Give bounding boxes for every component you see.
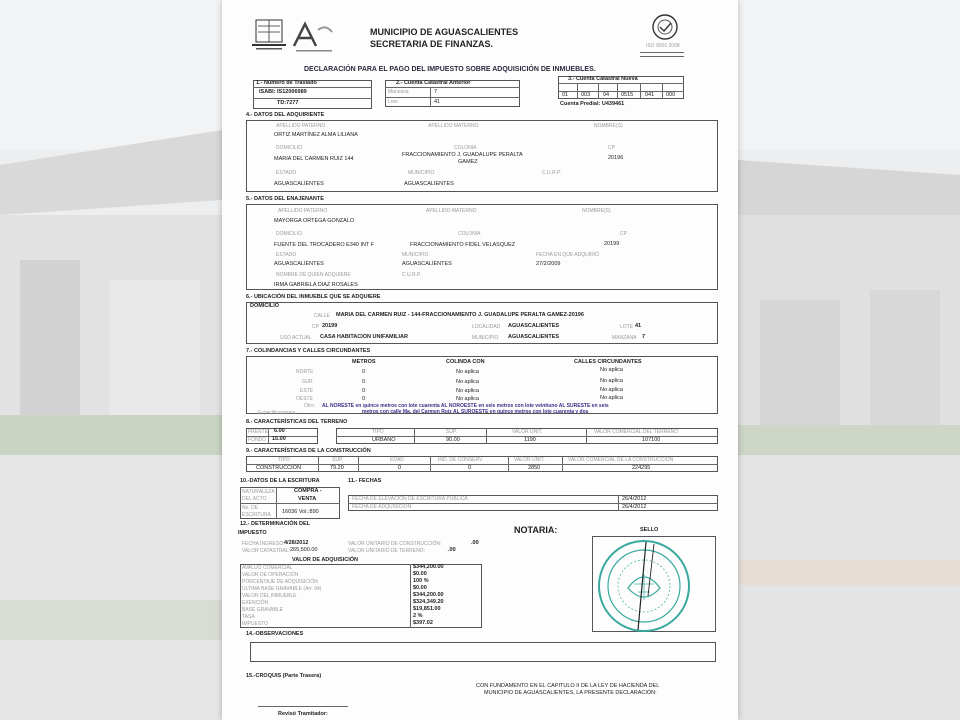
impuesto-label: IMPUESTO bbox=[242, 621, 269, 627]
valor-catastral-label: VALOR CATASTRAL: bbox=[242, 548, 291, 554]
enajenante-section-title: 5.- DATOS DEL ENAJENANTE bbox=[246, 196, 324, 202]
adq-colonia: FRACCIONAMIENTO J. GUADALUPE PERALTA bbox=[402, 152, 523, 158]
city-logo-icon bbox=[292, 20, 336, 56]
ter-tipo: URBANO bbox=[372, 437, 396, 443]
fechas-section-title: 11.- FECHAS bbox=[348, 478, 382, 484]
adq-colonia-2: GAMEZ bbox=[458, 159, 478, 165]
ter-comercial-header: VALOR COMERCIAL DEL TERRENO bbox=[594, 429, 679, 435]
cuenta-nueva-5: 041 bbox=[645, 92, 655, 98]
ena-estado: AGUASCALIENTES bbox=[274, 261, 324, 267]
valor-inmueble-label: VALOR DEL INMUEBLE bbox=[242, 593, 297, 599]
esc-numero: 16036 Vol.:890 bbox=[282, 509, 319, 515]
ena-municipio-label: MUNICIPIO bbox=[402, 252, 429, 258]
col-oeste-calle: No aplica bbox=[600, 395, 623, 401]
ena-colonia: FRACCIONAMIENTO FIDEL VELASQUEZ bbox=[410, 242, 516, 248]
esc-escritura-label: ESCRITURA bbox=[242, 512, 271, 518]
ubi-lote-label: LOTE bbox=[620, 324, 634, 330]
ubi-calle-label: CALLE bbox=[314, 313, 330, 319]
cuenta-nueva-1: 01 bbox=[562, 92, 569, 98]
ubi-manzana: 7 bbox=[642, 334, 646, 340]
valor-adquisicion-header: VALOR DE ADQUISICIÓN bbox=[292, 557, 359, 563]
ubi-municipio: AGUASCALIENTES bbox=[508, 334, 560, 340]
base-gravable-label: BASE GRAVABLE bbox=[242, 607, 283, 613]
sello-label: SELLO bbox=[640, 527, 659, 533]
ter-comercial: 107100 bbox=[642, 437, 661, 443]
ena-cp: 20199 bbox=[604, 241, 620, 247]
cuenta-nueva-6: 000 bbox=[666, 92, 676, 98]
ultima-base-value: $0.00 bbox=[413, 585, 427, 591]
adq-paterno-label: APELLIDO PATERNO bbox=[276, 123, 326, 129]
ultima-base-label: ÚLTIMA BASE GRAVABLE (Art. 94) bbox=[242, 586, 322, 592]
ubi-domicilio-label: DOMICILIO bbox=[250, 303, 280, 309]
col-especif-label: Especificaciones: bbox=[258, 410, 297, 416]
fondo-value: 15.00 bbox=[272, 436, 286, 442]
valor-catastral: 265,500.00 bbox=[290, 547, 318, 553]
td-number: TD:7277 bbox=[277, 100, 299, 106]
frente-value: 6.00 bbox=[274, 428, 285, 434]
col-este-metros: 0 bbox=[362, 388, 366, 394]
ubi-cp-label: CP bbox=[312, 324, 319, 330]
col-norte-label: NORTE bbox=[296, 369, 314, 375]
cuenta-nueva-4: 0515 bbox=[621, 92, 634, 98]
con-comercial-header: VALOR COMERCIAL DE LA CONSTRUCCIÓN bbox=[568, 457, 674, 463]
col-sur-metros: 0 bbox=[362, 379, 366, 385]
col-norte-metros: 0 bbox=[362, 369, 366, 375]
ubi-calle: MARIA DEL CARMEN RUIZ - 144-FRACCIONAMIENTO J. GUADALUPE PERALTA GAMEZ-20196 bbox=[336, 312, 584, 318]
con-sup: 79.20 bbox=[330, 465, 344, 471]
col-otro-line2: metros con calle Ma. del Carmen Ruiz AL SUROESTE en quince metros con lote cuarenta y dos bbox=[362, 409, 589, 415]
ubi-localidad: AGUASCALIENTES bbox=[508, 323, 560, 329]
adq-nombre: ORTIZ MARTÍNEZ ALMA LILIANA bbox=[274, 132, 358, 138]
col-sur-calle: No aplica bbox=[600, 378, 623, 384]
adq-estado: AGUASCALIENTES bbox=[274, 181, 324, 187]
impuesto-section-title: 12.- DETERMINACIÓN DEL bbox=[240, 521, 310, 527]
adq-materno-label: APELLIDO MATERNO bbox=[428, 123, 479, 129]
ena-fecha-label: FECHA EN QUE ADQUIRIÓ bbox=[536, 252, 600, 258]
col-oeste-label: OESTE bbox=[296, 396, 313, 402]
ter-sup-header: SUP. bbox=[446, 429, 458, 435]
ubicacion-section-title: 6.- UBICACIÓN DEL INMUEBLE QUE SE ADQUIERE bbox=[246, 294, 381, 300]
adq-colonia-label: COLONIA bbox=[454, 145, 477, 151]
col-este-colinda: No aplica bbox=[456, 388, 479, 394]
frente-label: FRENTE bbox=[248, 429, 268, 435]
ena-domicilio-label: DOMICILIO bbox=[276, 231, 303, 237]
ter-valor-header: VALOR UNIT. bbox=[512, 429, 543, 435]
col-otro-line1: AL NORESTE en quince metros con lote cuarenta AL NOROESTE en seis metros con lote veintiuno AL SURESTE en seis bbox=[322, 403, 609, 409]
col-norte-colinda: No aplica bbox=[456, 369, 479, 375]
porcentaje-label: PORCENTAJE DE ADQUISICIÓN bbox=[242, 579, 318, 585]
notaria-label: NOTARIA: bbox=[514, 525, 558, 535]
footer-line-1: CON FUNDAMENTO EN EL CAPITULO II DE LA LEY DE HACIENDA DEL bbox=[476, 683, 660, 689]
adq-municipio: AGUASCALIENTES bbox=[404, 181, 454, 187]
fecha-elevacion: 26/4/2012 bbox=[622, 496, 647, 502]
base-gravable-value: $19,851.00 bbox=[413, 606, 441, 612]
ter-sup: 90.00 bbox=[446, 437, 460, 443]
ena-materno-label: APELLIDO MATERNO bbox=[426, 208, 477, 214]
adq-domicilio-label: DOMICILIO bbox=[276, 145, 303, 151]
fecha-adquisicion-label: FECHA DE ADQUISICIÓN bbox=[352, 504, 412, 510]
con-edad: 0 bbox=[398, 465, 402, 471]
adq-curp-label: C.U.R.P. bbox=[542, 170, 562, 176]
con-tipo: CONSTRUCCION bbox=[256, 465, 301, 471]
adq-cp: 20196 bbox=[608, 155, 624, 161]
adq-nombre-label: NOMBRE(S) bbox=[594, 123, 623, 129]
col-colinda-header: COLINDA CON bbox=[446, 359, 485, 365]
esc-naturaleza-1: COMPRA - bbox=[294, 488, 322, 494]
ena-quien-label: NOMBRE DE QUIEN ADQUIERE bbox=[276, 272, 351, 278]
fondo-label: FONDO bbox=[248, 437, 267, 443]
col-otro-label: Otro: bbox=[304, 403, 316, 409]
lote-value: 41 bbox=[434, 99, 441, 105]
col-este-calle: No aplica bbox=[600, 387, 623, 393]
ubi-uso: CASA HABITACION UNIFAMILIAR bbox=[320, 334, 408, 340]
cuenta-nueva-label: 3.- Cuenta Catastral Nueva bbox=[568, 76, 638, 82]
iso-certification-icon bbox=[650, 12, 680, 42]
observaciones-box bbox=[250, 642, 716, 662]
ena-estado-label: ESTADO bbox=[276, 252, 297, 258]
cuenta-anterior-label: 2.- Cuenta Catastral Anterior bbox=[396, 80, 471, 86]
ubi-uso-label: USO ACTUAL bbox=[280, 335, 312, 341]
croquis-section-title: 15.-CROQUIS (Parte Trasera) bbox=[246, 673, 322, 679]
ena-cp-label: CP bbox=[620, 231, 627, 237]
ena-domicilio: FUENTE DEL TROCADERO E340 INT F bbox=[274, 242, 375, 248]
con-ind: 0 bbox=[468, 465, 472, 471]
con-sup-header: SUP. bbox=[332, 457, 344, 463]
adquiriente-section-title: 4.- DATOS DEL ADQUIRIENTE bbox=[246, 112, 325, 118]
con-edad-header: EDAD bbox=[390, 457, 404, 463]
isabi-number: ISABI: IS12006989 bbox=[259, 89, 307, 95]
fecha-adquisicion: 26/4/2012 bbox=[622, 504, 647, 510]
footer-line-2: MUNICIPIO DE AGUASCALIENTES, LA PRESENTE DECLARACIÓN: bbox=[484, 690, 657, 696]
observaciones-section-title: 14.-OBSERVACIONES bbox=[246, 631, 304, 637]
exencion-label: EXENCIÓN bbox=[242, 600, 269, 606]
adq-estado-label: ESTADO bbox=[276, 170, 297, 176]
municipality-seal-icon bbox=[248, 18, 290, 54]
manzana-value: 7 bbox=[434, 89, 438, 95]
vu-terreno-label: VALOR UNITARIO DE TERRENO: bbox=[348, 548, 425, 554]
valor-operacion-label: VALOR DE OPERACIÓN bbox=[242, 572, 299, 578]
header-title-1: MUNICIPIO DE AGUASCALIENTES bbox=[370, 27, 519, 37]
ena-colonia-label: COLONIA bbox=[458, 231, 481, 237]
impuesto-section-title-2: IMPUESTO bbox=[238, 530, 267, 536]
col-metros-header: METROS bbox=[352, 359, 376, 365]
adq-municipio-label: MUNICIPIO bbox=[408, 170, 435, 176]
esc-naturaleza-2: VENTA bbox=[298, 496, 317, 502]
con-valor-header: VALOR UNIT. bbox=[514, 457, 545, 463]
vu-terreno: .00 bbox=[448, 547, 456, 553]
col-calles-header: CALLES CIRCUNDANTES bbox=[574, 359, 642, 365]
fecha-ingreso: 4/28/2012 bbox=[284, 540, 309, 546]
ena-paterno-label: APELLIDO PATERNO bbox=[278, 208, 328, 214]
terreno-section-title: 8.- CARACTERÍSTICAS DEL TERRENO bbox=[246, 419, 348, 425]
notary-stamp-icon bbox=[594, 536, 698, 636]
avaluo-value: $344,200.00 bbox=[413, 564, 444, 570]
ter-valor: 1190 bbox=[524, 437, 536, 443]
traslado-label: 1.- Número de Traslado bbox=[256, 80, 317, 86]
col-este-label: ESTE bbox=[300, 388, 314, 394]
esc-nat-label: NATURALEZA bbox=[242, 489, 275, 495]
ubi-manzana-label: MANZANA bbox=[612, 335, 637, 341]
ubi-lote: 41 bbox=[635, 323, 642, 329]
esc-acto-label: DEL ACTO bbox=[242, 496, 267, 502]
col-sur-label: SUR bbox=[302, 379, 313, 385]
construccion-section-title: 9.- CARACTERÍSTICAS DE LA CONSTRUCCIÓN bbox=[246, 448, 371, 454]
cuenta-nueva-2: 003 bbox=[581, 92, 591, 98]
cuenta-predial: Cuenta Predial: U439461 bbox=[560, 101, 625, 107]
valor-operacion-value: $0.00 bbox=[413, 571, 427, 577]
porcentaje-value: 100 % bbox=[413, 578, 429, 584]
con-valor: 2850 bbox=[528, 465, 541, 471]
lote-label: Lote bbox=[388, 99, 398, 105]
col-norte-calle: No aplica bbox=[600, 367, 623, 373]
col-oeste-metros: 0 bbox=[362, 396, 366, 402]
colindancias-section-title: 7.- COLINDANCIAS Y CALLES CIRCUNDANTES bbox=[246, 348, 371, 354]
tasa-value: 2 % bbox=[413, 613, 423, 619]
adq-domicilio: MARIA DEL CARMEN RUIZ 144 bbox=[274, 156, 354, 162]
ena-nombre: MAYORGA ORTEGA GONZALO bbox=[274, 218, 355, 224]
ubi-localidad-label: LOCALIDAD bbox=[472, 324, 501, 330]
declaration-title: DECLARACIÓN PARA EL PAGO DEL IMPUESTO SOBRE ADQUISICIÓN DE INMUEBLES. bbox=[304, 66, 596, 73]
ena-curp-label: C.U.R.P. bbox=[402, 272, 422, 278]
ter-tipo-header: TIPO bbox=[372, 429, 384, 435]
ena-fecha: 27/2/2009 bbox=[536, 261, 561, 267]
col-oeste-colinda: No aplica bbox=[456, 396, 479, 402]
con-tipo-header: TIPO bbox=[278, 457, 290, 463]
manzana-label: Manzana bbox=[388, 89, 409, 95]
con-comercial: 224295 bbox=[632, 465, 651, 471]
reviso-tramitador: Revisó Tramitador: bbox=[278, 711, 328, 717]
valor-inmueble-value: $344,200.00 bbox=[413, 592, 444, 598]
ubi-municipio-label: MUNICIPIO bbox=[472, 335, 499, 341]
ena-municipio: AGUASCALIENTES bbox=[402, 261, 452, 267]
declaration-document bbox=[222, 0, 738, 720]
con-ind-header: IND. DE CONSERV. bbox=[438, 457, 484, 463]
adq-cp-label: CP bbox=[608, 145, 615, 151]
ena-nombre-label: NOMBRE(S) bbox=[582, 208, 611, 214]
ubi-cp: 20199 bbox=[322, 323, 338, 329]
col-sur-colinda: No aplica bbox=[456, 379, 479, 385]
fecha-ingreso-label: FECHA INGRESO: bbox=[242, 541, 285, 547]
escritura-section-title: 10.-DATOS DE LA ESCRITURA bbox=[240, 478, 320, 484]
vu-construccion-label: VALOR UNITARIO DE CONSTRUCCIÓN: bbox=[348, 541, 442, 547]
impuesto-value: $397.02 bbox=[413, 620, 433, 626]
ena-quien: IRMA GABRIELA DIAZ ROSALES bbox=[274, 282, 358, 288]
exencion-value: $324,349.20 bbox=[413, 599, 444, 605]
iso-text: ISO 9001:2008 bbox=[646, 43, 680, 49]
fecha-elevacion-label: FECHA DE ELEVACIÓN DE ESCRITURA PUBLICA bbox=[352, 496, 468, 502]
tasa-label: TASA bbox=[242, 614, 255, 620]
header-title-2: SECRETARIA DE FINANZAS. bbox=[370, 39, 494, 49]
avaluo-label: AVALÚO COMERCIAL bbox=[242, 565, 293, 571]
cuenta-nueva-3: 04 bbox=[603, 92, 610, 98]
vu-construccion: .00 bbox=[471, 540, 479, 546]
esc-no-label: No. DE bbox=[242, 505, 259, 511]
